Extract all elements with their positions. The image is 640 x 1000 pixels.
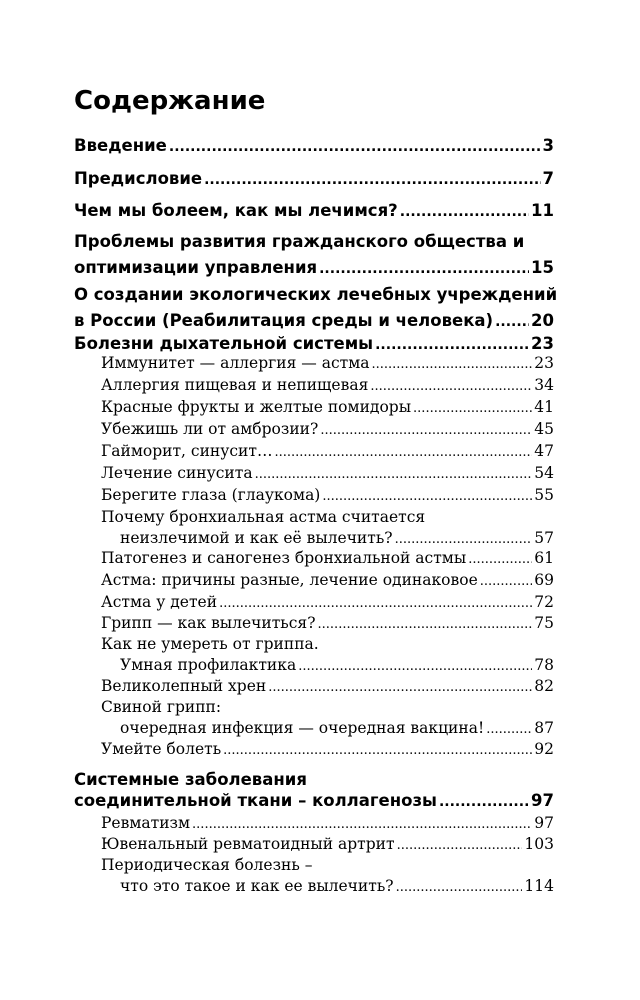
toc-line	[74, 769, 554, 790]
toc-leader-dots	[219, 592, 532, 614]
toc-leader-dots	[298, 655, 532, 677]
toc-line	[74, 282, 558, 308]
toc-leader-dots	[268, 676, 532, 698]
toc-page-number: 61	[534, 549, 554, 567]
toc-entry-title: Предисловие	[74, 169, 203, 188]
toc-line	[74, 353, 554, 374]
page-title: Содержание	[74, 86, 266, 116]
toc-entry-title: Берегите глаза (глаукома)	[101, 486, 321, 504]
toc-item	[74, 697, 554, 739]
toc-leader-dots	[192, 813, 532, 835]
toc-page-number: 15	[531, 258, 554, 277]
toc-item	[74, 548, 554, 569]
toc-entry-title: неизлечимой и как её вылечить?	[120, 529, 393, 547]
toc-entry-title: Астма у детей	[101, 593, 218, 611]
toc-page-number: 23	[531, 334, 554, 353]
toc-page-number: 45	[534, 420, 554, 438]
toc-entry-title: очередная инфекция — очередная вакцина!	[120, 719, 485, 737]
toc-leader-dots	[320, 419, 532, 441]
toc-entry-title: Иммунитет — аллергия — астма	[101, 354, 370, 372]
toc-item	[74, 592, 554, 613]
toc-item	[74, 441, 554, 462]
toc-line	[74, 739, 554, 760]
toc-entry-title: в России (Реабилитация среды и человека)	[74, 311, 494, 330]
toc-entry-title: Ревматизм	[101, 814, 191, 832]
toc-item	[74, 813, 554, 834]
toc-entry-title: Красные фрукты и желтые помидоры	[101, 398, 412, 416]
toc-section	[74, 769, 554, 811]
toc-leader-dots	[223, 739, 532, 761]
toc-entry-title: оптимизации управления	[74, 258, 318, 277]
toc-page-number: 23	[534, 354, 554, 372]
toc-line	[74, 507, 554, 528]
toc-entry-title: Умейте болеть	[101, 740, 222, 758]
toc-line	[74, 634, 554, 655]
toc-page-number: 11	[531, 201, 554, 220]
toc-line	[74, 485, 554, 506]
toc-page-number: 55	[534, 486, 554, 504]
toc-page-number: 72	[534, 593, 554, 611]
toc-section	[74, 166, 554, 192]
toc-item	[74, 507, 554, 549]
toc-item	[74, 485, 554, 506]
toc-entry-title: Проблемы развития гражданского общества и	[74, 232, 525, 251]
toc-page-number: 41	[534, 398, 554, 416]
toc-page-number: 97	[534, 814, 554, 832]
toc-item	[74, 676, 554, 697]
toc-line	[74, 790, 554, 811]
toc-entry-title: Периодическая болезнь –	[101, 856, 313, 874]
toc-page-number: 75	[534, 614, 554, 632]
toc-leader-dots	[395, 528, 533, 550]
toc-line	[74, 592, 554, 613]
toc-leader-dots	[169, 133, 541, 160]
toc-item	[74, 739, 554, 760]
toc-line	[74, 528, 554, 549]
toc-entry-title: Чем мы болеем, как мы лечимся?	[74, 201, 398, 220]
toc-page-number: 47	[534, 442, 554, 460]
toc-entry-title: Лечение синусита	[101, 464, 253, 482]
toc-leader-dots	[400, 198, 529, 225]
toc-leader-dots	[370, 375, 532, 397]
toc-entry-title: соединительной ткани – коллагенозы	[74, 791, 437, 810]
toc-page-number: 54	[534, 464, 554, 482]
toc-entry-title: Астма: причины разные, лечение одинаковое	[101, 571, 478, 589]
toc-section	[74, 229, 554, 281]
toc-entry-title: Аллергия пищевая и непищевая	[101, 376, 369, 394]
toc-page-number: 3	[542, 136, 554, 155]
toc-section	[74, 133, 554, 159]
toc-section	[74, 282, 558, 334]
toc-entry-title: Почему бронхиальная астма считается	[101, 508, 426, 526]
toc-page-number: 97	[531, 791, 554, 810]
toc-leader-dots	[480, 570, 533, 592]
toc-entry-title: О создании экологических лечебных учреждений	[74, 285, 558, 304]
toc-entry-title: Грипп — как вылечиться?	[101, 614, 316, 632]
toc-item	[74, 634, 554, 676]
toc-entry-title: Свиной грипп:	[101, 698, 222, 716]
toc-line	[74, 855, 554, 876]
toc-page-number: 78	[534, 656, 554, 674]
toc-entry-title: Умная профилактика	[120, 656, 297, 674]
toc-line	[74, 397, 554, 418]
toc-leader-dots	[318, 613, 533, 635]
toc-line	[74, 166, 554, 192]
toc-entry-title: Убежишь ли от амброзии?	[101, 420, 319, 438]
toc-line	[74, 441, 554, 462]
toc-leader-dots	[319, 255, 529, 282]
toc-line	[74, 133, 554, 159]
toc-page-number: 92	[534, 740, 554, 758]
toc-line	[74, 548, 554, 569]
toc-page-number: 103	[524, 835, 554, 853]
toc-leader-dots	[372, 353, 533, 375]
toc-line	[74, 876, 554, 897]
toc-line	[74, 676, 554, 697]
toc-item	[74, 397, 554, 418]
toc-page-number: 114	[524, 877, 554, 895]
toc-leader-dots	[439, 790, 529, 813]
toc-line	[74, 613, 554, 634]
toc-leader-dots	[274, 441, 532, 463]
toc-page-number: 7	[542, 169, 554, 188]
toc-line	[74, 419, 554, 440]
toc-item	[74, 613, 554, 634]
toc-page-number: 69	[534, 571, 554, 589]
toc-line	[74, 198, 554, 224]
toc-page-number: 34	[534, 376, 554, 394]
toc-page-number: 57	[534, 529, 554, 547]
toc-line	[74, 697, 554, 718]
toc-entry-title: Как не умереть от гриппа.	[101, 635, 319, 653]
toc-leader-dots	[413, 397, 532, 419]
toc-leader-dots	[486, 718, 532, 740]
toc-line	[74, 718, 554, 739]
toc-leader-dots	[397, 834, 523, 856]
toc-entry-title: Системные заболевания	[74, 770, 307, 789]
toc-entry-title: Гайморит, синусит…	[101, 442, 273, 460]
toc-entry-title: Великолепный хрен	[101, 677, 267, 695]
toc-leader-dots	[396, 876, 523, 898]
toc-item	[74, 855, 554, 897]
toc-section	[74, 198, 554, 224]
toc-page-number: 20	[531, 311, 554, 330]
toc-item	[74, 834, 554, 855]
toc-leader-dots	[322, 485, 532, 507]
toc-entry-title: Патогенез и саногенез бронхиальной астмы	[101, 549, 467, 567]
toc-line	[74, 463, 554, 484]
toc-leader-dots	[255, 463, 533, 485]
toc-item	[74, 570, 554, 591]
toc-line	[74, 255, 554, 281]
toc-entry-title: Введение	[74, 136, 167, 155]
toc-line	[74, 813, 554, 834]
toc-entry-title: Болезни дыхательной системы	[74, 334, 374, 353]
toc-entry-title: что это такое и как ее вылечить?	[120, 877, 394, 895]
toc-item	[74, 353, 554, 374]
toc-leader-dots	[204, 166, 540, 193]
toc-line	[74, 229, 554, 255]
toc-page-number: 82	[534, 677, 554, 695]
toc-page-number: 87	[534, 719, 554, 737]
toc-line	[74, 570, 554, 591]
toc-item	[74, 463, 554, 484]
toc-entry-title: Ювенальный ревматоидный артрит	[101, 835, 395, 853]
toc-line	[74, 655, 554, 676]
toc-line	[74, 834, 554, 855]
toc-item	[74, 375, 554, 396]
toc-line	[74, 375, 554, 396]
toc-leader-dots	[468, 548, 532, 570]
toc-item	[74, 419, 554, 440]
